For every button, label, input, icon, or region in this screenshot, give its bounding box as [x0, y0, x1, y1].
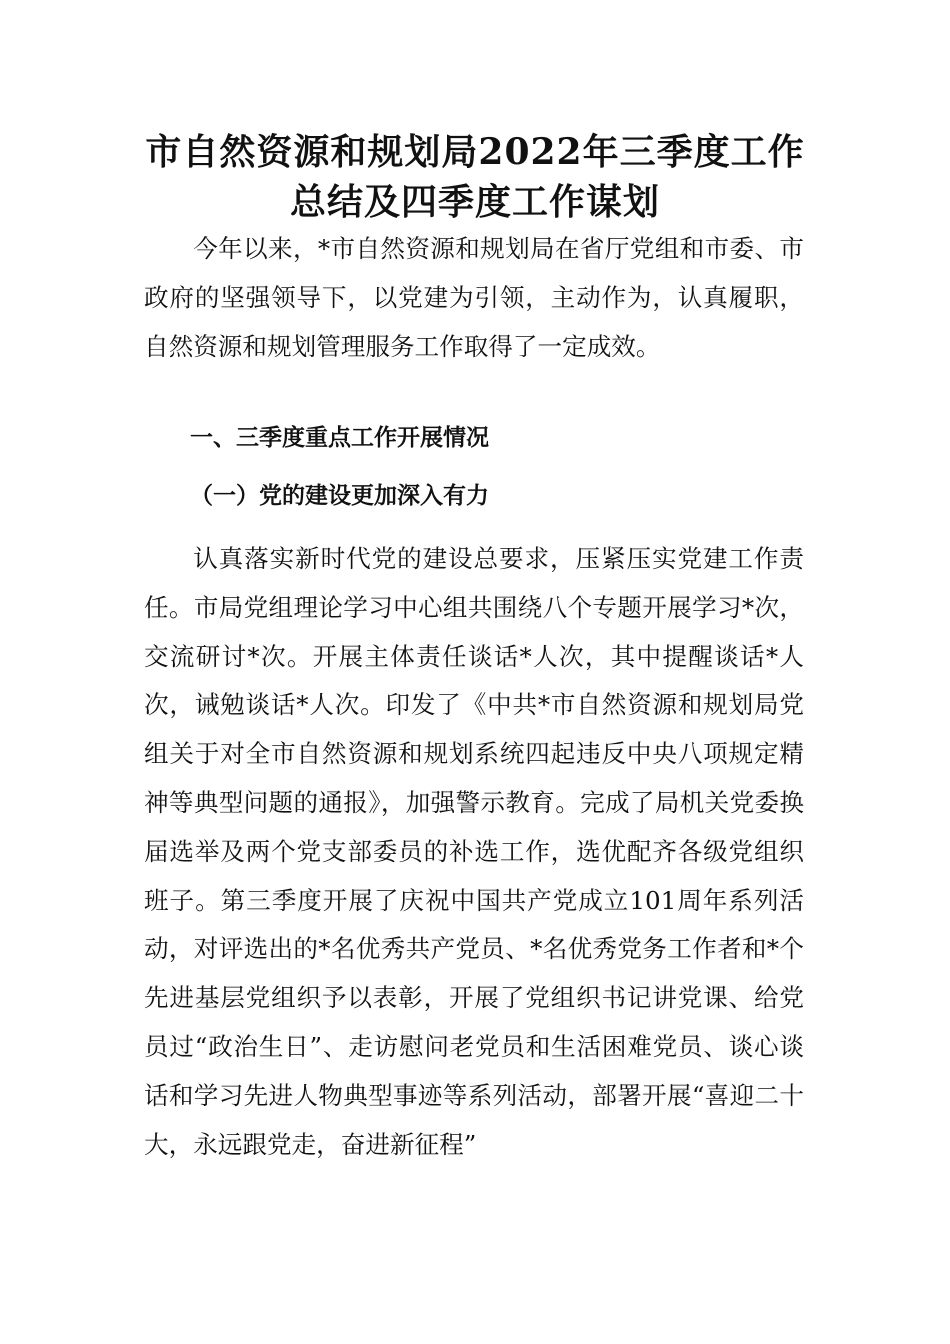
document-title-line-1: 市自然资源和规划局2022年三季度工作	[145, 131, 805, 173]
subsection-paragraph: 认真落实新时代党的建设总要求，压紧压实党建工作责任。市局党组理论学习中心组共围绕八个专题开展学习*次，交流研讨*次。开展主体责任谈话*人次，其中提醒谈话*人次，诫勉谈话*人次。印发了《中共*市自然资源和规划局党组关于对全市自然资源和规划系统四起违反中央八项规定精神等典型问题的通报》，加强警示教育。完成了局机关党委换届选举及两个党支部委员的补选工作，选优配齐各级党组织班子。第三季度开展了庆祝中国共产党成立101周年系列活动，对评选出的*名优秀共产党员、*名优秀党务工作者和*个先进基层党组织予以表彰，开展了党组织书记讲党课、给党员过“政治生日”、走访慰问老党员和生活困难党员、谈心谈话和学习先进人物典型事迹等系列活动，部署开展“喜迎二十大，永远跟党走，奋进新征程”	[144, 544, 804, 1159]
subsection-heading: （一）党的建设更加深入有力	[190, 483, 489, 509]
document-title-line-2: 总结及四季度工作谋划	[289, 181, 660, 223]
intro-paragraph: 今年以来，*市自然资源和规划局在省厅党组和市委、市政府的坚强领导下，以党建为引领，主动作为，认真履职，自然资源和规划管理服务工作取得了一定成效。	[144, 234, 804, 361]
section-heading: 一、三季度重点工作开展情况	[190, 425, 489, 451]
